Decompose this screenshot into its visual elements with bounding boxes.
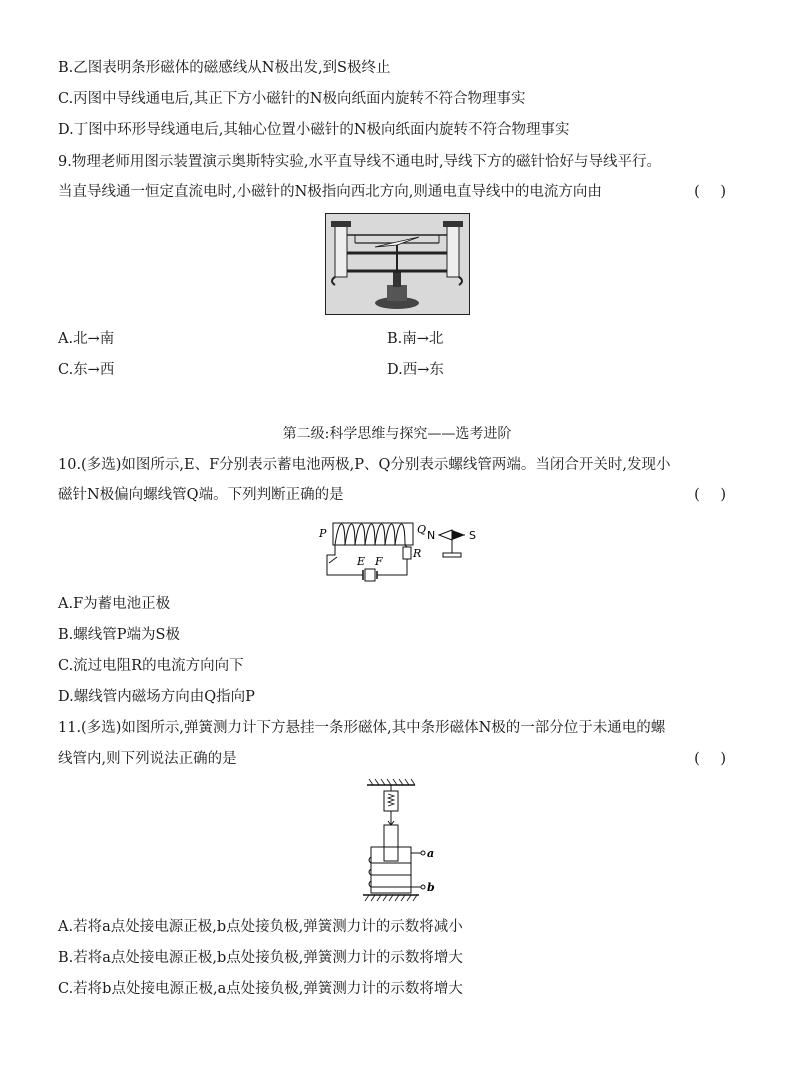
q9-stem-line2: 当直导线通一恒定直流电时,小磁针的N极指向西北方向,则通电直导线中的电流方向由 [58,184,602,200]
q11-stem-line1: 11.(多选)如图所示,弹簧测力计下方悬挂一条形磁体,其中条形磁体N极的一部分位于未通电的螺 [58,720,666,736]
q9-option-c: C.东→西 [58,362,115,378]
label-r: R [413,547,422,560]
q11-option-a: A.若将a点处接电源正极,b点处接负极,弹簧测力计的示数将减小 [58,919,463,935]
q10-option-c: C.流过电阻R的电流方向向下 [58,658,244,674]
q11-spring-scale-solenoid-figure [355,777,445,907]
label-a: a [427,847,435,860]
q9-option-b: B.南→北 [387,331,444,347]
q11-option-b: B.若将a点处接电源正极,b点处接负极,弹簧测力计的示数将增大 [58,950,463,966]
q10-stem-line1: 10.(多选)如图所示,E、F分别表示蓄电池两极,P、Q分别表示螺线管两端。当闭合开关时,发现小 [58,457,671,473]
label-n: N [427,529,436,542]
q8-option-d: D.丁图中环形导线通电后,其轴心位置小磁针的N极向纸面内旋转不符合物理事实 [58,122,570,138]
q10-stem-line2: 磁针N极偏向螺线管Q端。下列判断正确的是 [58,487,344,503]
label-f: F [375,555,383,568]
q9-option-d: D.西→东 [387,362,444,378]
q10-option-a: A.F为蓄电池正极 [58,596,171,612]
label-p: P [319,527,327,540]
q10-option-d: D.螺线管内磁场方向由Q指向P [58,689,255,705]
q9-oersted-apparatus-figure [325,213,470,315]
q11-option-c: C.若将b点处接电源正极,a点处接负极,弹簧测力计的示数将增大 [58,981,463,997]
label-q: Q [417,523,427,536]
q11-answer-paren: ( ) [694,751,734,767]
q9-option-a: A.北→南 [58,331,115,347]
q10-solenoid-circuit-figure [315,515,490,587]
section-title: 第二级:科学思维与探究——选考进阶 [282,426,512,442]
q11-stem-line2: 线管内,则下列说法正确的是 [58,751,237,767]
q10-answer-paren: ( ) [694,487,734,503]
label-s: S [469,529,476,542]
label-e: E [357,555,366,568]
q8-option-c: C.丙图中导线通电后,其正下方小磁针的N极向纸面内旋转不符合物理事实 [58,91,526,107]
q8-option-b: B.乙图表明条形磁体的磁感线从N极出发,到S极终止 [58,60,391,76]
q10-option-b: B.螺线管P端为S极 [58,627,180,643]
q9-stem-line1: 9.物理老师用图示装置演示奥斯特实验,水平直导线不通电时,导线下方的磁针恰好与导线平行。 [58,154,662,170]
q9-answer-paren: ( ) [694,184,734,200]
label-b: b [427,881,435,894]
